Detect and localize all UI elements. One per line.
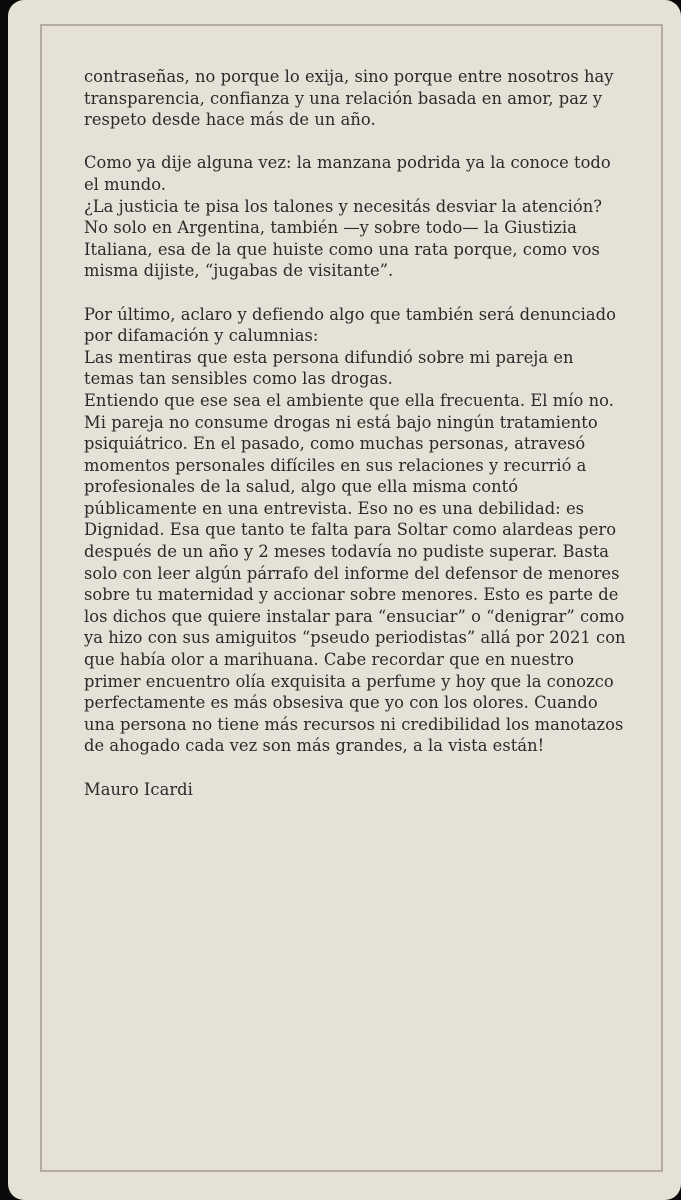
paragraph-2 — [84, 152, 644, 282]
paragraph-3 — [84, 304, 644, 757]
letter-body — [84, 66, 644, 800]
text-line: Dignidad. Esa que tanto te falta para Soltar como alardeas pero — [84, 520, 617, 540]
text-line: ya hizo con sus amiguitos “pseudo periodistas” allá por 2021 con — [84, 628, 626, 648]
text-line: solo con leer algún párrafo del informe del defensor de menores — [84, 563, 620, 583]
text-line: Mi pareja no consume drogas ni está bajo ningún tratamiento — [84, 412, 598, 432]
text-line: momentos personales difíciles en sus relaciones y recurrió a — [84, 455, 587, 475]
text-line: Por último, aclaro y defiendo algo que también será denunciado — [84, 304, 616, 324]
text-line: Italiana, esa de la que huiste como una rata porque, como vos — [84, 239, 600, 259]
text-line: Como ya dije alguna vez: la manzana podrida ya la conoce todo — [84, 153, 611, 173]
text-line: que había olor a marihuana. Cabe recordar que en nuestro — [84, 650, 574, 670]
text-line: primer encuentro olía exquisita a perfume y hoy que la conozco — [84, 671, 614, 691]
text-line: respeto desde hace más de un año. — [84, 110, 376, 130]
text-line: ¿La justicia te pisa los talones y necesitás desviar la atención? — [84, 196, 603, 216]
paragraph-gap — [84, 282, 644, 304]
text-line: misma dijiste, “jugabas de visitante”. — [84, 261, 394, 281]
signature: Mauro Icardi — [84, 779, 193, 799]
text-line: Entiendo que ese sea el ambiente que ella frecuenta. El mío no. — [84, 390, 614, 410]
paragraph-1 — [84, 66, 644, 131]
text-line: contraseñas, no porque lo exija, sino porque entre nosotros hay — [84, 67, 614, 86]
text-line: los dichos que quiere instalar para “ensuciar” o “denigrar” como — [84, 606, 625, 626]
text-line: profesionales de la salud, algo que ella misma contó — [84, 477, 519, 497]
text-line: de ahogado cada vez son más grandes, a la vista están! — [84, 736, 545, 756]
text-line: después de un año y 2 meses todavía no pudiste superar. Basta — [84, 542, 610, 562]
text-line: públicamente en una entrevista. Eso no es una debilidad: es — [84, 498, 585, 518]
text-line: temas tan sensibles como las drogas. — [84, 369, 393, 389]
paragraph-gap — [84, 131, 644, 153]
text-line: por difamación y calumnias: — [84, 326, 319, 346]
text-line: sobre tu maternidad y accionar sobre menores. Esto es parte de — [84, 585, 619, 605]
text-line: una persona no tiene más recursos ni credibilidad los manotazos — [84, 714, 624, 734]
document-page — [8, 0, 681, 1200]
text-line: psiquiátrico. En el pasado, como muchas personas, atravesó — [84, 434, 586, 454]
text-line: el mundo. — [84, 174, 166, 194]
text-line: No solo en Argentina, también —y sobre todo— la Giustizia — [84, 218, 577, 238]
text-line: Las mentiras que esta persona difundió sobre mi pareja en — [84, 347, 574, 367]
text-line: transparencia, confianza y una relación basada en amor, paz y — [84, 88, 603, 108]
text-line: perfectamente es más obsesiva que yo con los olores. Cuando — [84, 693, 598, 713]
paragraph-gap — [84, 757, 644, 779]
